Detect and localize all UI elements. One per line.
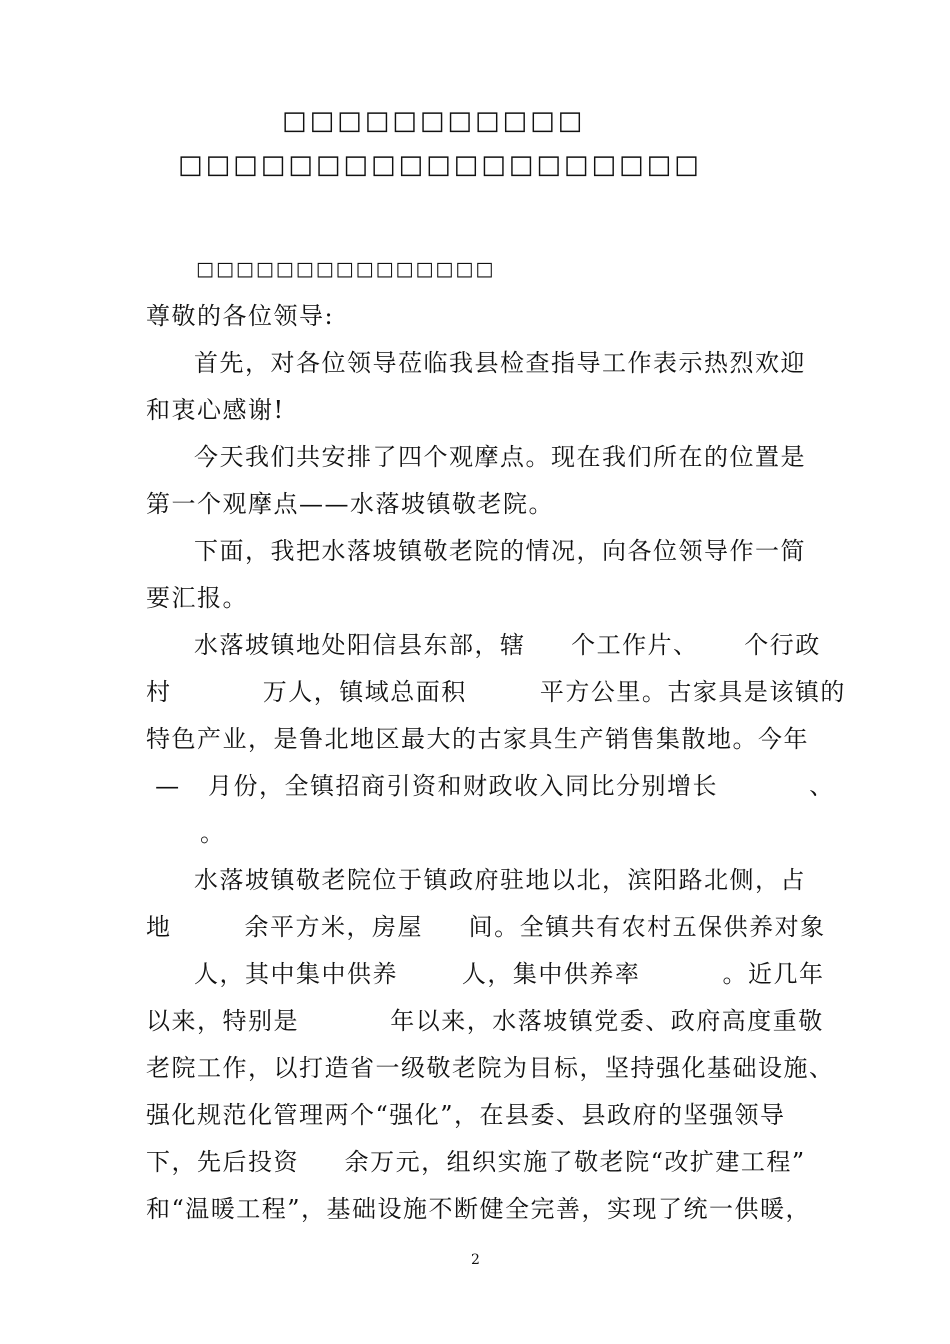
paragraph-line: 要汇报。 — [146, 584, 248, 612]
paragraph-line: — 月份，全镇招商引资和财政收入同比分别增长 、 — [146, 772, 835, 800]
paragraph-line: 村 万人，镇域总面积 平方公里。古家具是该镇的 — [146, 678, 846, 706]
paragraph-line: 和衷心感谢! — [146, 396, 285, 424]
paragraph-line: 特色产业，是鲁北地区最大的古家具生产销售集散地。今年 — [146, 725, 809, 753]
paragraph-line: 下面，我把水落坡镇敬老院的情况，向各位领导作一简 — [194, 537, 806, 565]
paragraph-line: 首先，对各位领导莅临我县检查指导工作表示热烈欢迎 — [194, 349, 806, 377]
paragraph-line: 下，先后投资 余万元，组织实施了敬老院“改扩建工程” — [146, 1148, 806, 1176]
document-subtitle: □□□□□□□□□□□□□□□ — [196, 258, 496, 280]
paragraph-line: 和“温暖工程”，基础设施不断健全完善，实现了统一供暖， — [146, 1195, 812, 1223]
document-title-line-1: □□□□□□□□□□□ — [282, 106, 586, 136]
paragraph-line: 水落坡镇敬老院位于镇政府驻地以北，滨阳路北侧，占 — [194, 866, 806, 894]
document-title-line-2: □□□□□□□□□□□□□□□□□□□ — [178, 150, 702, 180]
paragraph-line: 今天我们共安排了四个观摩点。现在我们所在的位置是 — [194, 443, 806, 471]
paragraph-line: 水落坡镇地处阳信县东部，辖 个工作片、 个行政 — [194, 631, 821, 659]
paragraph-line: 强化规范化管理两个“强化”，在县委、县政府的坚强领导 — [146, 1101, 786, 1129]
paragraph-line: 地 余平方米，房屋 间。全镇共有农村五保供养对象 — [146, 913, 826, 941]
paragraph-line: 以来，特别是 年以来，水落坡镇党委、政府高度重敬 — [146, 1007, 824, 1035]
paragraph-line: 。 — [200, 819, 226, 847]
paragraph-line: 第一个观摩点——水落坡镇敬老院。 — [146, 490, 554, 518]
paragraph-line: 人，其中集中供养 人，集中供养率 。近几年 — [194, 960, 825, 988]
page-number: 2 — [471, 1252, 480, 1268]
paragraph-line: 老院工作，以打造省一级敬老院为目标，坚持强化基础设施、 — [146, 1054, 835, 1082]
salutation: 尊敬的各位领导: — [146, 302, 335, 330]
